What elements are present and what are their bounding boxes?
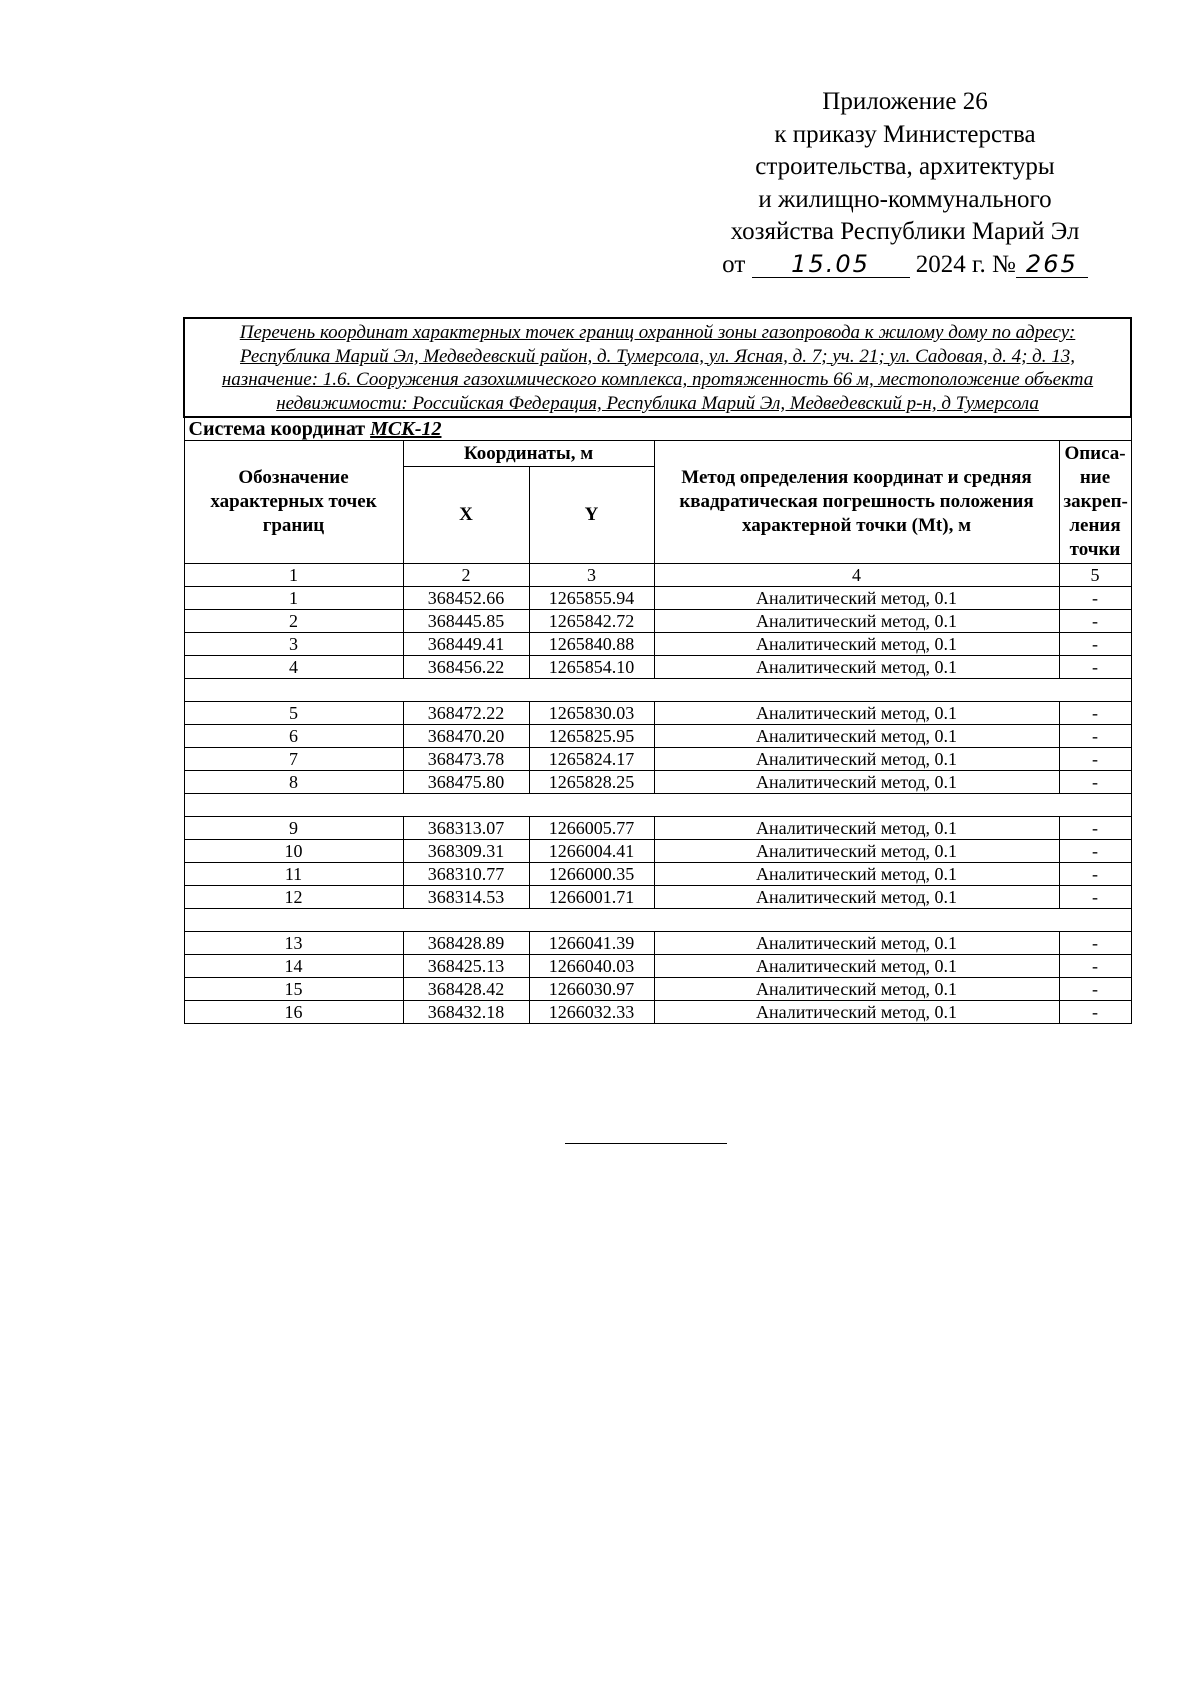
table-row bbox=[184, 886, 1131, 909]
column-number: 2 bbox=[403, 564, 529, 587]
header-y: Y bbox=[529, 467, 654, 564]
method-cell: Аналитический метод, 0.1 bbox=[654, 702, 1059, 725]
column-number: 1 bbox=[184, 564, 403, 587]
header-description: Описа-ние закреп-ления точки bbox=[1059, 441, 1131, 564]
coordinates-table bbox=[183, 317, 1132, 1024]
x-coordinate-cell: 368475.80 bbox=[403, 771, 529, 794]
x-coordinate-cell: 368449.41 bbox=[403, 633, 529, 656]
table-row bbox=[184, 817, 1131, 840]
description-cell: - bbox=[1059, 863, 1131, 886]
x-coordinate-cell: 368452.66 bbox=[403, 587, 529, 610]
method-cell: Аналитический метод, 0.1 bbox=[654, 1001, 1059, 1024]
description-cell: - bbox=[1059, 587, 1131, 610]
method-cell: Аналитический метод, 0.1 bbox=[654, 840, 1059, 863]
order-line-2: строительства, архитектуры bbox=[755, 153, 1055, 180]
description-cell: - bbox=[1059, 955, 1131, 978]
description-cell: - bbox=[1059, 610, 1131, 633]
x-coordinate-cell: 368425.13 bbox=[403, 955, 529, 978]
description-cell: - bbox=[1059, 886, 1131, 909]
description-cell: - bbox=[1059, 771, 1131, 794]
method-cell: Аналитический метод, 0.1 bbox=[654, 817, 1059, 840]
point-number-cell: 2 bbox=[184, 610, 403, 633]
description-cell: - bbox=[1059, 932, 1131, 955]
description-cell: - bbox=[1059, 725, 1131, 748]
coordinate-system-row bbox=[184, 417, 1131, 441]
point-number-cell: 5 bbox=[184, 702, 403, 725]
description-cell: - bbox=[1059, 840, 1131, 863]
y-coordinate-cell: 1265854.10 bbox=[529, 656, 654, 679]
y-coordinate-cell: 1266032.33 bbox=[529, 1001, 654, 1024]
order-line-4: хозяйства Республики Марий Эл bbox=[730, 218, 1080, 245]
coordinate-system-label: Система координат bbox=[188, 418, 366, 441]
point-number-cell: 3 bbox=[184, 633, 403, 656]
y-coordinate-cell: 1266040.03 bbox=[529, 955, 654, 978]
header-coordinates: Координаты, м bbox=[403, 441, 654, 467]
method-cell: Аналитический метод, 0.1 bbox=[654, 633, 1059, 656]
y-coordinate-cell: 1266041.39 bbox=[529, 932, 654, 955]
table-row bbox=[184, 725, 1131, 748]
x-coordinate-cell: 368314.53 bbox=[403, 886, 529, 909]
column-number-row bbox=[184, 564, 1131, 587]
table-row bbox=[184, 748, 1131, 771]
description-cell: - bbox=[1059, 702, 1131, 725]
y-coordinate-cell: 1266001.71 bbox=[529, 886, 654, 909]
description-cell: - bbox=[1059, 1001, 1131, 1024]
table-row bbox=[184, 702, 1131, 725]
description-cell: - bbox=[1059, 748, 1131, 771]
table-row bbox=[184, 587, 1131, 610]
handwritten-date: 15.05 bbox=[752, 251, 910, 278]
group-separator-cell bbox=[184, 679, 1131, 702]
description-cell: - bbox=[1059, 817, 1131, 840]
x-coordinate-cell: 368428.89 bbox=[403, 932, 529, 955]
method-cell: Аналитический метод, 0.1 bbox=[654, 587, 1059, 610]
y-coordinate-cell: 1265842.72 bbox=[529, 610, 654, 633]
x-coordinate-cell: 368473.78 bbox=[403, 748, 529, 771]
x-coordinate-cell: 368472.22 bbox=[403, 702, 529, 725]
point-number-cell: 15 bbox=[184, 978, 403, 1001]
group-separator-cell bbox=[184, 794, 1131, 817]
method-cell: Аналитический метод, 0.1 bbox=[654, 656, 1059, 679]
x-coordinate-cell: 368309.31 bbox=[403, 840, 529, 863]
point-number-cell: 4 bbox=[184, 656, 403, 679]
date-prefix: от bbox=[722, 250, 746, 278]
point-number-cell: 9 bbox=[184, 817, 403, 840]
description-cell: - bbox=[1059, 633, 1131, 656]
header-designation: Обозначение характерных точек границ bbox=[184, 441, 403, 564]
date-line bbox=[690, 249, 1120, 282]
column-number: 4 bbox=[654, 564, 1059, 587]
group-separator-row bbox=[184, 909, 1131, 932]
point-number-cell: 12 bbox=[184, 886, 403, 909]
point-number-cell: 8 bbox=[184, 771, 403, 794]
x-coordinate-cell: 368313.07 bbox=[403, 817, 529, 840]
table-row bbox=[184, 863, 1131, 886]
point-number-cell: 1 bbox=[184, 587, 403, 610]
point-number-cell: 6 bbox=[184, 725, 403, 748]
y-coordinate-cell: 1266005.77 bbox=[529, 817, 654, 840]
table-row bbox=[184, 656, 1131, 679]
y-coordinate-cell: 1266004.41 bbox=[529, 840, 654, 863]
y-coordinate-cell: 1265824.17 bbox=[529, 748, 654, 771]
table-title: Перечень координат характерных точек границ охранной зоны газопровода к жилому дому по адресу: Республика Марий Эл, Медведевский район, д. Тумерсола, ул. Ясная, д. 7; уч. 21; ул. Садовая, д. 4; д. 13, назначение: 1.6. Сооружения газохимического комплекса, протяженность 66 м, местоположение объекта недвижимости: Российская Федерация, Республика Марий Эл, Медведевский р-н, д Тумерсола bbox=[184, 318, 1131, 417]
point-number-cell: 13 bbox=[184, 932, 403, 955]
point-number-cell: 7 bbox=[184, 748, 403, 771]
x-coordinate-cell: 368470.20 bbox=[403, 725, 529, 748]
group-separator-row bbox=[184, 794, 1131, 817]
method-cell: Аналитический метод, 0.1 bbox=[654, 748, 1059, 771]
method-cell: Аналитический метод, 0.1 bbox=[654, 978, 1059, 1001]
method-cell: Аналитический метод, 0.1 bbox=[654, 886, 1059, 909]
point-number-cell: 11 bbox=[184, 863, 403, 886]
group-separator-cell bbox=[184, 909, 1131, 932]
y-coordinate-cell: 1265825.95 bbox=[529, 725, 654, 748]
table-row bbox=[184, 840, 1131, 863]
description-cell: - bbox=[1059, 656, 1131, 679]
column-number: 3 bbox=[529, 564, 654, 587]
method-cell: Аналитический метод, 0.1 bbox=[654, 955, 1059, 978]
x-coordinate-cell: 368432.18 bbox=[403, 1001, 529, 1024]
header-x: X bbox=[403, 467, 529, 564]
order-line-1: к приказу Министерства bbox=[774, 120, 1036, 148]
x-coordinate-cell: 368456.22 bbox=[403, 656, 529, 679]
y-coordinate-cell: 1266030.97 bbox=[529, 978, 654, 1001]
table-row bbox=[184, 633, 1131, 656]
method-cell: Аналитический метод, 0.1 bbox=[654, 610, 1059, 633]
x-coordinate-cell: 368428.42 bbox=[403, 978, 529, 1001]
separator-line bbox=[565, 1143, 727, 1144]
table-row bbox=[184, 1001, 1131, 1024]
order-line-3: и жилищно-коммунального bbox=[758, 185, 1052, 213]
method-cell: Аналитический метод, 0.1 bbox=[654, 863, 1059, 886]
x-coordinate-cell: 368445.85 bbox=[403, 610, 529, 633]
point-number-cell: 16 bbox=[184, 1001, 403, 1024]
handwritten-number: 265 bbox=[1016, 251, 1088, 278]
method-cell: Аналитический метод, 0.1 bbox=[654, 932, 1059, 955]
point-number-cell: 14 bbox=[184, 955, 403, 978]
point-number-cell: 10 bbox=[184, 840, 403, 863]
x-coordinate-cell: 368310.77 bbox=[403, 863, 529, 886]
y-coordinate-cell: 1266000.35 bbox=[529, 863, 654, 886]
coordinate-system-name: МСК-12 bbox=[370, 418, 442, 441]
y-coordinate-cell: 1265828.25 bbox=[529, 771, 654, 794]
y-coordinate-cell: 1265830.03 bbox=[529, 702, 654, 725]
method-cell: Аналитический метод, 0.1 bbox=[654, 771, 1059, 794]
description-cell: - bbox=[1059, 978, 1131, 1001]
table-row bbox=[184, 955, 1131, 978]
document-header bbox=[690, 86, 1120, 281]
column-number: 5 bbox=[1059, 564, 1131, 587]
table-row bbox=[184, 610, 1131, 633]
year-text: 2024 г. № bbox=[915, 250, 1016, 278]
y-coordinate-cell: 1265840.88 bbox=[529, 633, 654, 656]
table-row bbox=[184, 932, 1131, 955]
table-row bbox=[184, 771, 1131, 794]
method-cell: Аналитический метод, 0.1 bbox=[654, 725, 1059, 748]
table-row bbox=[184, 978, 1131, 1001]
group-separator-row bbox=[184, 679, 1131, 702]
header-method: Метод определения координат и средняя квадратическая погрешность положения характерной точки (Mt), м bbox=[654, 441, 1059, 564]
y-coordinate-cell: 1265855.94 bbox=[529, 587, 654, 610]
appendix-title: Приложение 26 bbox=[822, 88, 988, 115]
